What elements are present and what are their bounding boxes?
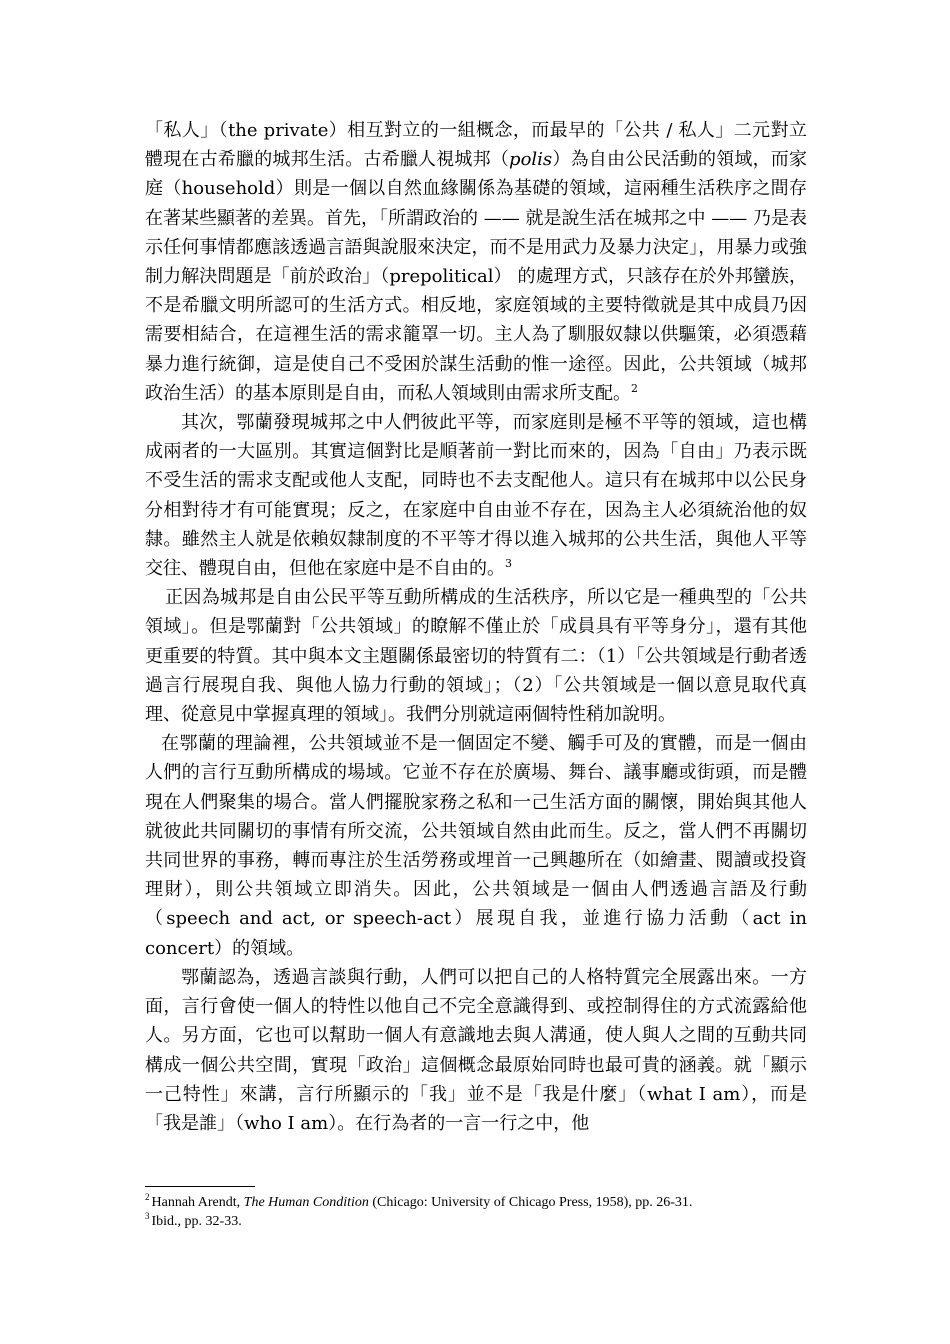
footnote-ref-3[interactable]: 3 — [505, 557, 512, 571]
main-text — [145, 116, 807, 1138]
footnote-separator — [145, 1186, 255, 1187]
paragraph-3: 正因為城邦是自由公民平等互動所構成的生活秩序，所以它是一種典型的「公共領域」。但是鄂蘭對「公共領域」的瞭解不僅止於「成員具有平等身分」，還有其他更重要的特質。其中與本文主題關係最密切的特質有二：（1）「公共領域是行動者透過言行展現自我、與他人協力行動的領域」；（2）「公共領域是一個以意見取代真理、從意見中掌握真理的領域」。我們分別就這兩個特性稍加說明。 — [145, 587, 807, 726]
footnote-3-number: 3 — [145, 1211, 150, 1222]
footnote-ref-2[interactable]: 2 — [631, 381, 638, 395]
footnote-2-post: (Chicago: University of Chicago Press, 1958), pp. 26-31. — [368, 1195, 693, 1210]
term-polis: polis — [509, 149, 553, 171]
footnote-2-number: 2 — [145, 1192, 150, 1203]
paragraph-1-text-b: ）為自由公民活動的領域，而家庭（household）則是一個以自然血緣關係為基礎的領域，這兩種生活秩序之間存在著某些顯著的差異。首先，「所謂政治的 —— 就是說生活在城邦之中 —— 乃是表示任何事情都應該透過言語與說服來決定，而不是用武力及暴力決定」，用暴力或強制力解決問題是「前於政治」（prepolitical） 的處理方式，只該存在於外邦蠻族，不是希臘文明所認可的生活方式。相反地，家庭領域的主要特徵就是其中成員乃因需要相結合，在這裡生活的需求籠罩一切。主人為了馴服奴隸以供驅策，必須憑藉暴力進行統御，這是使自己不受困於謀生活動的惟一途徑。因此，公共領域（城邦政治生活）的基本原則是自由，而私人領域則由需求所支配。 — [145, 149, 808, 404]
footnote-3-text: Ibid., pp. 32-33. — [151, 1214, 242, 1229]
footnote-2-book-title: The Human Condition — [243, 1195, 369, 1210]
page-body — [145, 116, 807, 1138]
paragraph-1 — [145, 116, 807, 408]
paragraph-2-text: 其次，鄂蘭發現城邦之中人們彼此平等，而家庭則是極不平等的領域，這也構成兩者的一大區別。其實這個對比是順著前一對比而來的，因為「自由」乃表示既不受生活的需求支配或他人支配，同時也不去支配他人。這只有在城邦中以公民身分相對待才有可能實現；反之，在家庭中自由並不存在，因為主人必須統治他的奴隸。雖然主人就是依賴奴隸制度的不平等才得以進入城邦的公共生活，與他人平等交往、體現自由，但他在家庭中是不自由的。 — [145, 412, 807, 580]
paragraph-5: 鄂蘭認為，透過言談與行動，人們可以把自己的人格特質完全展露出來。一方面，言行會使一個人的特性以他自己不完全意識得到、或控制得住的方式流露給他人。另方面，它也可以幫助一個人有意識地去與人溝通，使人與人之間的互動共同構成一個公共空間，實現「政治」這個概念最原始同時也最可貴的涵義。就「顯示一己特性」來講，言行所顯示的「我」並不是「我是什麼」（what I am），而是「我是誰」（who I am）。在行為者的一言一行之中，他 — [145, 966, 807, 1134]
footnote-2-pre: Hannah Arendt, — [151, 1195, 244, 1210]
footnote-3 — [145, 1212, 807, 1231]
footnote-2 — [145, 1193, 807, 1212]
paragraph-4: 在鄂蘭的理論裡，公共領域並不是一個固定不變、觸手可及的實體，而是一個由人們的言行互動所構成的場域。它並不存在於廣場、舞台、議事廳或街頭，而是體現在人們聚集的場合。當人們擺脫家務之私和一己生活方面的關懷，開始與其他人就彼此共同關切的事情有所交流，公共領域自然由此而生。反之，當人們不再關切共同世界的事務，轉而專注於生活勞務或埋首一己興趣所在（如繪畫、閱讀或投資理財），則公共領域立即消失。因此，公共領域是一個由人們透過言語及行動（speech and act, or speech-act）展現自我，並進行協力活動（act in concert）的領域。 — [145, 733, 807, 959]
footnotes — [145, 1193, 807, 1231]
paragraph-1-text-a: 「私人」（the private）相互對立的一組概念，而最早的「公共 / 私人」二元對立體現在古希臘的城邦生活。古希臘人視城邦（ — [145, 120, 807, 171]
paragraph-2 — [145, 408, 807, 583]
